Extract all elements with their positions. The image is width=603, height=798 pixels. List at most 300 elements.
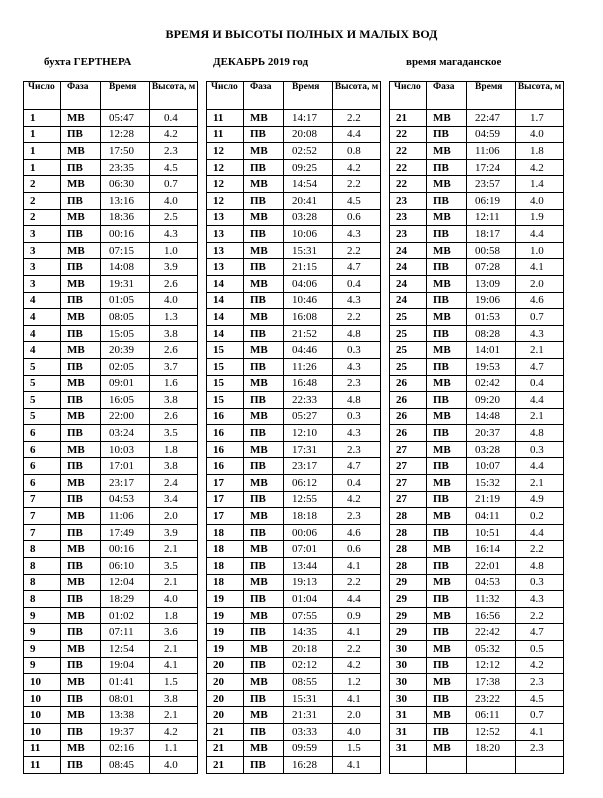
day-cell: 9 bbox=[24, 641, 61, 658]
height-cell: 2.6 bbox=[150, 408, 198, 425]
phase-cell: ПВ bbox=[61, 723, 101, 740]
height-cell: 3.8 bbox=[150, 392, 198, 409]
day-cell: 14 bbox=[207, 292, 244, 309]
day-cell: 4 bbox=[24, 342, 61, 359]
header-time: Время bbox=[467, 82, 516, 110]
time-cell: 17:49 bbox=[101, 524, 150, 541]
time-cell: 01:53 bbox=[467, 309, 516, 326]
day-cell: 13 bbox=[207, 209, 244, 226]
day-cell: 27 bbox=[390, 475, 427, 492]
day-cell: 29 bbox=[390, 624, 427, 641]
height-cell: 2.0 bbox=[150, 508, 198, 525]
table-row bbox=[24, 674, 564, 691]
column-gap bbox=[198, 607, 207, 624]
phase-cell: МВ bbox=[427, 607, 467, 624]
column-gap bbox=[381, 657, 390, 674]
time-cell: 06:11 bbox=[467, 707, 516, 724]
day-cell: 11 bbox=[24, 740, 61, 757]
phase-cell: МВ bbox=[427, 275, 467, 292]
day-cell: 6 bbox=[24, 441, 61, 458]
height-cell: 1.3 bbox=[150, 309, 198, 326]
time-cell: 19:37 bbox=[101, 723, 150, 740]
height-cell: 1.6 bbox=[150, 375, 198, 392]
phase-cell: МВ bbox=[244, 176, 284, 193]
phase-cell: ПВ bbox=[61, 425, 101, 442]
table-row bbox=[24, 508, 564, 525]
height-cell: 4.1 bbox=[516, 259, 564, 276]
height-cell: 3.7 bbox=[150, 358, 198, 375]
time-cell: 22:42 bbox=[467, 624, 516, 641]
height-cell: 2.3 bbox=[516, 674, 564, 691]
phase-cell: ПВ bbox=[61, 624, 101, 641]
height-cell: 0.5 bbox=[516, 641, 564, 658]
column-gap bbox=[198, 159, 207, 176]
time-cell: 10:46 bbox=[284, 292, 333, 309]
column-gap bbox=[198, 558, 207, 575]
day-cell: 21 bbox=[207, 740, 244, 757]
day-cell: 28 bbox=[390, 541, 427, 558]
column-gap bbox=[381, 475, 390, 492]
phase-cell: ПВ bbox=[61, 491, 101, 508]
phase-cell: МВ bbox=[427, 408, 467, 425]
time-cell: 03:28 bbox=[284, 209, 333, 226]
day-cell: 8 bbox=[24, 541, 61, 558]
height-cell: 4.1 bbox=[333, 757, 381, 774]
day-cell: 16 bbox=[207, 425, 244, 442]
table-row bbox=[24, 441, 564, 458]
day-cell: 16 bbox=[207, 441, 244, 458]
time-cell: 20:18 bbox=[284, 641, 333, 658]
phase-cell: ПВ bbox=[244, 723, 284, 740]
phase-cell: МВ bbox=[427, 574, 467, 591]
phase-cell: МВ bbox=[244, 574, 284, 591]
day-cell: 12 bbox=[207, 192, 244, 209]
time-cell: 06:10 bbox=[101, 558, 150, 575]
height-cell: 1.0 bbox=[516, 242, 564, 259]
phase-cell: МВ bbox=[244, 508, 284, 525]
time-cell: 18:36 bbox=[101, 209, 150, 226]
time-cell: 23:17 bbox=[101, 475, 150, 492]
day-cell: 7 bbox=[24, 524, 61, 541]
phase-cell: МВ bbox=[427, 309, 467, 326]
time-cell: 04:53 bbox=[467, 574, 516, 591]
time-cell: 02:42 bbox=[467, 375, 516, 392]
time-cell: 01:02 bbox=[101, 607, 150, 624]
day-cell: 30 bbox=[390, 641, 427, 658]
column-gap bbox=[381, 292, 390, 309]
phase-cell: МВ bbox=[244, 408, 284, 425]
day-cell: 6 bbox=[24, 458, 61, 475]
column-gap bbox=[198, 574, 207, 591]
day-cell: 15 bbox=[207, 342, 244, 359]
time-cell: 18:18 bbox=[284, 508, 333, 525]
day-cell: 19 bbox=[207, 591, 244, 608]
phase-cell: МВ bbox=[61, 441, 101, 458]
time-cell: 13:16 bbox=[101, 192, 150, 209]
column-gap bbox=[381, 591, 390, 608]
time-cell: 02:05 bbox=[101, 358, 150, 375]
day-cell: 3 bbox=[24, 242, 61, 259]
header-day: Число bbox=[207, 82, 244, 110]
height-cell: 4.4 bbox=[333, 591, 381, 608]
header-phase: Фаза bbox=[427, 82, 467, 110]
day-cell: 30 bbox=[390, 657, 427, 674]
page-title: ВРЕМЯ И ВЫСОТЫ ПОЛНЫХ И МАЛЫХ ВОД bbox=[165, 27, 438, 41]
day-cell: 14 bbox=[207, 325, 244, 342]
phase-cell: ПВ bbox=[61, 192, 101, 209]
column-gap bbox=[381, 541, 390, 558]
phase-cell: МВ bbox=[244, 707, 284, 724]
phase-cell: МВ bbox=[427, 176, 467, 193]
period-label: ДЕКАБРЬ 2019 год bbox=[213, 56, 309, 68]
phase-cell: ПВ bbox=[427, 226, 467, 243]
day-cell bbox=[390, 757, 427, 774]
height-cell: 2.6 bbox=[150, 275, 198, 292]
day-cell: 2 bbox=[24, 192, 61, 209]
day-cell: 18 bbox=[207, 574, 244, 591]
phase-cell: ПВ bbox=[427, 425, 467, 442]
day-cell: 9 bbox=[24, 624, 61, 641]
table-row bbox=[24, 740, 564, 757]
day-cell: 17 bbox=[207, 508, 244, 525]
column-gap bbox=[198, 242, 207, 259]
time-cell: 10:03 bbox=[101, 441, 150, 458]
day-cell: 8 bbox=[24, 591, 61, 608]
table-row bbox=[24, 491, 564, 508]
height-cell: 4.9 bbox=[516, 491, 564, 508]
column-gap bbox=[198, 690, 207, 707]
height-cell: 4.0 bbox=[516, 126, 564, 143]
column-gap bbox=[198, 143, 207, 160]
header-day: Число bbox=[24, 82, 61, 110]
phase-cell: МВ bbox=[427, 143, 467, 160]
time-cell: 08:01 bbox=[101, 690, 150, 707]
phase-cell: МВ bbox=[244, 475, 284, 492]
table-row bbox=[24, 607, 564, 624]
height-cell: 4.4 bbox=[516, 458, 564, 475]
header-height: Высота, м bbox=[333, 82, 381, 110]
time-cell: 19:04 bbox=[101, 657, 150, 674]
time-cell: 18:17 bbox=[467, 226, 516, 243]
phase-cell: МВ bbox=[244, 242, 284, 259]
phase-cell: ПВ bbox=[244, 159, 284, 176]
phase-cell: ПВ bbox=[427, 159, 467, 176]
height-cell: 0.3 bbox=[516, 441, 564, 458]
height-cell: 4.1 bbox=[333, 558, 381, 575]
time-cell: 10:07 bbox=[467, 458, 516, 475]
phase-cell bbox=[427, 757, 467, 774]
day-cell: 17 bbox=[207, 491, 244, 508]
phase-cell: ПВ bbox=[61, 690, 101, 707]
day-cell: 19 bbox=[207, 624, 244, 641]
table-row bbox=[24, 375, 564, 392]
phase-cell: МВ bbox=[244, 342, 284, 359]
day-cell: 28 bbox=[390, 508, 427, 525]
column-gap bbox=[198, 209, 207, 226]
height-cell: 3.5 bbox=[150, 558, 198, 575]
height-cell: 4.2 bbox=[333, 491, 381, 508]
time-cell: 13:44 bbox=[284, 558, 333, 575]
day-cell: 6 bbox=[24, 475, 61, 492]
time-cell: 11:26 bbox=[284, 358, 333, 375]
day-cell: 26 bbox=[390, 408, 427, 425]
day-cell: 31 bbox=[390, 707, 427, 724]
time-cell: 08:05 bbox=[101, 309, 150, 326]
time-cell: 16:08 bbox=[284, 309, 333, 326]
phase-cell: МВ bbox=[61, 110, 101, 127]
time-cell: 21:31 bbox=[284, 707, 333, 724]
column-gap bbox=[381, 226, 390, 243]
column-gap bbox=[198, 126, 207, 143]
day-cell: 21 bbox=[207, 723, 244, 740]
day-cell: 5 bbox=[24, 392, 61, 409]
height-cell: 1.7 bbox=[516, 110, 564, 127]
time-cell: 21:52 bbox=[284, 325, 333, 342]
column-gap bbox=[381, 126, 390, 143]
column-gap bbox=[381, 275, 390, 292]
height-cell: 4.1 bbox=[516, 723, 564, 740]
height-cell: 4.3 bbox=[333, 292, 381, 309]
phase-cell: МВ bbox=[61, 408, 101, 425]
time-cell: 21:19 bbox=[467, 491, 516, 508]
time-cell: 23:22 bbox=[467, 690, 516, 707]
day-cell: 23 bbox=[390, 209, 427, 226]
column-gap bbox=[381, 242, 390, 259]
height-cell: 2.3 bbox=[333, 508, 381, 525]
column-gap bbox=[381, 342, 390, 359]
table-row bbox=[24, 408, 564, 425]
phase-cell: ПВ bbox=[61, 757, 101, 774]
day-cell: 24 bbox=[390, 275, 427, 292]
day-cell: 17 bbox=[207, 475, 244, 492]
time-cell: 02:12 bbox=[284, 657, 333, 674]
day-cell: 24 bbox=[390, 292, 427, 309]
day-cell: 21 bbox=[207, 757, 244, 774]
phase-cell: ПВ bbox=[244, 757, 284, 774]
phase-cell: ПВ bbox=[244, 392, 284, 409]
day-cell: 12 bbox=[207, 176, 244, 193]
height-cell: 2.1 bbox=[150, 707, 198, 724]
time-cell: 14:54 bbox=[284, 176, 333, 193]
day-cell: 9 bbox=[24, 657, 61, 674]
day-cell: 13 bbox=[207, 259, 244, 276]
phase-cell: МВ bbox=[244, 110, 284, 127]
column-gap bbox=[381, 358, 390, 375]
height-cell: 4.7 bbox=[516, 358, 564, 375]
column-gap bbox=[198, 541, 207, 558]
time-cell: 17:38 bbox=[467, 674, 516, 691]
time-cell: 09:59 bbox=[284, 740, 333, 757]
phase-cell: ПВ bbox=[244, 358, 284, 375]
day-cell: 27 bbox=[390, 491, 427, 508]
column-gap bbox=[198, 757, 207, 774]
column-gap bbox=[198, 358, 207, 375]
phase-cell: МВ bbox=[61, 607, 101, 624]
time-cell: 16:56 bbox=[467, 607, 516, 624]
time-cell: 09:25 bbox=[284, 159, 333, 176]
day-cell: 23 bbox=[390, 192, 427, 209]
column-gap bbox=[381, 757, 390, 774]
time-cell: 22:33 bbox=[284, 392, 333, 409]
column-gap bbox=[198, 740, 207, 757]
day-cell: 19 bbox=[207, 641, 244, 658]
table-row bbox=[24, 358, 564, 375]
day-cell: 30 bbox=[390, 690, 427, 707]
height-cell: 0.2 bbox=[516, 508, 564, 525]
phase-cell: ПВ bbox=[244, 126, 284, 143]
height-cell: 2.1 bbox=[150, 574, 198, 591]
time-cell: 20:39 bbox=[101, 342, 150, 359]
header-day: Число bbox=[390, 82, 427, 110]
time-cell: 04:46 bbox=[284, 342, 333, 359]
height-cell: 0.3 bbox=[333, 408, 381, 425]
time-cell: 06:19 bbox=[467, 192, 516, 209]
height-cell: 4.0 bbox=[150, 192, 198, 209]
time-cell: 05:32 bbox=[467, 641, 516, 658]
height-cell: 0.7 bbox=[516, 707, 564, 724]
table-row bbox=[24, 309, 564, 326]
phase-cell: ПВ bbox=[427, 690, 467, 707]
column-gap bbox=[198, 292, 207, 309]
height-cell: 1.8 bbox=[150, 607, 198, 624]
location-label: бухта ГЕРТНЕРА bbox=[44, 56, 132, 68]
day-cell: 29 bbox=[390, 591, 427, 608]
height-cell: 4.8 bbox=[333, 392, 381, 409]
time-cell: 13:38 bbox=[101, 707, 150, 724]
day-cell: 6 bbox=[24, 425, 61, 442]
height-cell: 0.6 bbox=[333, 541, 381, 558]
time-cell: 22:47 bbox=[467, 110, 516, 127]
height-cell: 2.2 bbox=[333, 110, 381, 127]
time-cell: 10:51 bbox=[467, 524, 516, 541]
day-cell: 4 bbox=[24, 325, 61, 342]
time-cell: 07:15 bbox=[101, 242, 150, 259]
height-cell: 4.5 bbox=[150, 159, 198, 176]
time-cell: 19:53 bbox=[467, 358, 516, 375]
table-row bbox=[24, 209, 564, 226]
day-cell: 1 bbox=[24, 143, 61, 160]
time-cell: 17:01 bbox=[101, 458, 150, 475]
table-row bbox=[24, 275, 564, 292]
day-cell: 30 bbox=[390, 674, 427, 691]
phase-cell: МВ bbox=[427, 541, 467, 558]
table-row bbox=[24, 126, 564, 143]
time-cell: 12:12 bbox=[467, 657, 516, 674]
phase-cell: ПВ bbox=[61, 159, 101, 176]
table-row bbox=[24, 690, 564, 707]
table-row bbox=[24, 325, 564, 342]
table-row bbox=[24, 657, 564, 674]
height-cell: 0.7 bbox=[150, 176, 198, 193]
time-cell: 15:31 bbox=[284, 242, 333, 259]
time-cell: 07:01 bbox=[284, 541, 333, 558]
time-cell: 16:48 bbox=[284, 375, 333, 392]
height-cell: 3.5 bbox=[150, 425, 198, 442]
height-cell: 4.2 bbox=[150, 126, 198, 143]
day-cell: 29 bbox=[390, 607, 427, 624]
day-cell: 10 bbox=[24, 723, 61, 740]
day-cell: 19 bbox=[207, 607, 244, 624]
height-cell: 2.2 bbox=[516, 541, 564, 558]
phase-cell: МВ bbox=[427, 342, 467, 359]
time-cell: 02:52 bbox=[284, 143, 333, 160]
time-cell: 21:15 bbox=[284, 259, 333, 276]
phase-cell: МВ bbox=[244, 541, 284, 558]
day-cell: 31 bbox=[390, 740, 427, 757]
height-cell: 4.2 bbox=[150, 723, 198, 740]
height-cell: 3.8 bbox=[150, 458, 198, 475]
day-cell: 26 bbox=[390, 392, 427, 409]
day-cell: 5 bbox=[24, 408, 61, 425]
header-height: Высота, м bbox=[516, 82, 564, 110]
phase-cell: МВ bbox=[427, 740, 467, 757]
table-row bbox=[24, 110, 564, 127]
phase-cell: МВ bbox=[61, 275, 101, 292]
table-row bbox=[24, 475, 564, 492]
phase-cell: ПВ bbox=[427, 723, 467, 740]
height-cell: 2.1 bbox=[150, 641, 198, 658]
phase-cell: ПВ bbox=[427, 624, 467, 641]
height-cell: 2.2 bbox=[333, 574, 381, 591]
column-gap bbox=[198, 591, 207, 608]
phase-cell: МВ bbox=[61, 508, 101, 525]
phase-cell: МВ bbox=[244, 143, 284, 160]
time-cell: 06:12 bbox=[284, 475, 333, 492]
column-gap bbox=[381, 674, 390, 691]
height-cell: 2.6 bbox=[150, 342, 198, 359]
column-gap bbox=[198, 458, 207, 475]
height-cell: 4.6 bbox=[516, 292, 564, 309]
phase-cell: ПВ bbox=[61, 292, 101, 309]
column-gap bbox=[198, 176, 207, 193]
day-cell: 4 bbox=[24, 309, 61, 326]
time-cell: 12:28 bbox=[101, 126, 150, 143]
height-cell: 1.4 bbox=[516, 176, 564, 193]
column-gap bbox=[381, 110, 390, 127]
day-cell: 5 bbox=[24, 358, 61, 375]
height-cell: 1.1 bbox=[150, 740, 198, 757]
column-gap bbox=[381, 159, 390, 176]
time-cell: 11:06 bbox=[467, 143, 516, 160]
day-cell: 15 bbox=[207, 375, 244, 392]
day-cell: 16 bbox=[207, 408, 244, 425]
column-gap bbox=[198, 192, 207, 209]
phase-cell: МВ bbox=[427, 707, 467, 724]
height-cell: 0.4 bbox=[333, 275, 381, 292]
time-cell: 12:11 bbox=[467, 209, 516, 226]
table-row bbox=[24, 707, 564, 724]
phase-cell: ПВ bbox=[61, 558, 101, 575]
phase-cell: ПВ bbox=[244, 624, 284, 641]
height-cell: 0.4 bbox=[516, 375, 564, 392]
height-cell: 4.8 bbox=[333, 325, 381, 342]
column-gap bbox=[381, 690, 390, 707]
time-cell: 20:08 bbox=[284, 126, 333, 143]
height-cell: 0.4 bbox=[333, 475, 381, 492]
time-cell: 07:55 bbox=[284, 607, 333, 624]
column-gap bbox=[198, 425, 207, 442]
phase-cell: ПВ bbox=[244, 591, 284, 608]
height-cell: 4.0 bbox=[150, 591, 198, 608]
day-cell: 3 bbox=[24, 275, 61, 292]
column-gap bbox=[381, 508, 390, 525]
height-cell: 4.4 bbox=[516, 226, 564, 243]
day-cell: 22 bbox=[390, 159, 427, 176]
table-row bbox=[24, 425, 564, 442]
height-cell: 0.3 bbox=[333, 342, 381, 359]
phase-cell: МВ bbox=[244, 309, 284, 326]
day-cell: 29 bbox=[390, 574, 427, 591]
